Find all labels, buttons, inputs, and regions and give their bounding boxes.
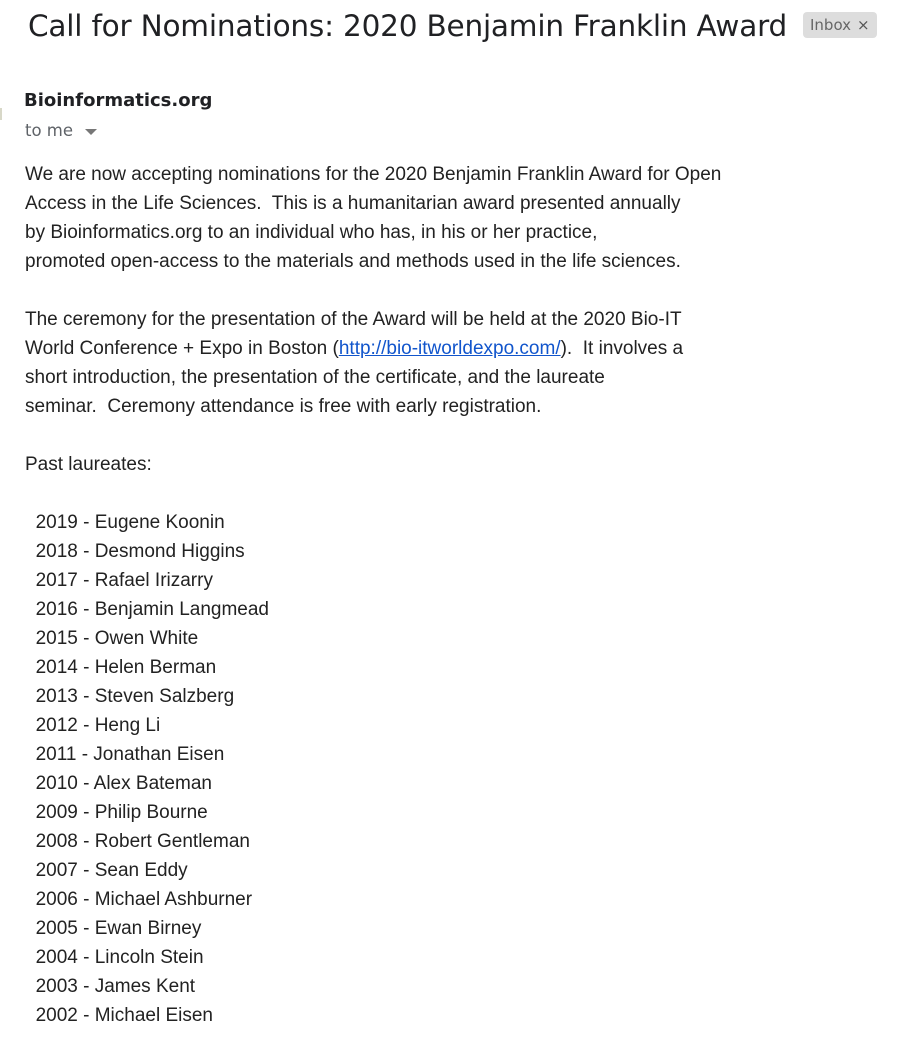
body-line: seminar. Ceremony attendance is free with early registration. bbox=[25, 396, 542, 417]
laureate-item bbox=[25, 537, 721, 566]
laureate-text: 2013 - Steven Salzberg bbox=[35, 686, 235, 707]
link-suffix-text: ). It involves a bbox=[560, 338, 684, 359]
laureate-item bbox=[25, 682, 721, 711]
body-line: promoted open-access to the materials and methods used in the life sciences. bbox=[25, 251, 681, 272]
laureate-text: 2003 - James Kent bbox=[35, 976, 196, 997]
blank-line bbox=[25, 479, 721, 508]
laureate-item bbox=[25, 711, 721, 740]
laureate-text: 2009 - Philip Bourne bbox=[35, 802, 208, 823]
remove-label-close-icon[interactable]: × bbox=[857, 15, 870, 34]
inbox-label-text: Inbox bbox=[810, 16, 852, 34]
laureate-text: 2018 - Desmond Higgins bbox=[35, 541, 245, 562]
laureate-text: 2005 - Ewan Birney bbox=[35, 918, 202, 939]
laureate-text: 2008 - Robert Gentleman bbox=[35, 831, 250, 852]
paragraph-intro bbox=[25, 160, 721, 276]
laureate-text: 2006 - Michael Ashburner bbox=[35, 889, 253, 910]
laureate-item bbox=[25, 943, 721, 972]
recipient-details-toggle[interactable] bbox=[25, 121, 97, 140]
laureate-text: 2014 - Helen Berman bbox=[35, 657, 217, 678]
blank-line bbox=[25, 276, 721, 305]
sender-name[interactable]: Bioinformatics.org bbox=[24, 90, 213, 111]
body-line-with-link bbox=[25, 334, 721, 363]
laureate-item bbox=[25, 653, 721, 682]
laureate-text: 2015 - Owen White bbox=[35, 628, 199, 649]
caret-down-icon[interactable] bbox=[85, 129, 97, 135]
body-line: The ceremony for the presentation of the Award will be held at the 2020 Bio-IT bbox=[25, 309, 682, 330]
laureates-list bbox=[25, 508, 721, 1030]
subject-row bbox=[28, 4, 787, 48]
laureate-item bbox=[25, 856, 721, 885]
email-subject: Call for Nominations: 2020 Benjamin Franklin Award bbox=[28, 9, 788, 43]
body-line: short introduction, the presentation of the certificate, and the laureate bbox=[25, 367, 605, 388]
laureate-item bbox=[25, 827, 721, 856]
laureate-item bbox=[25, 769, 721, 798]
laureate-item bbox=[25, 1001, 721, 1030]
link-prefix-text: World Conference + Expo in Boston ( bbox=[25, 338, 339, 359]
blank-line bbox=[25, 421, 721, 450]
inbox-label-chip[interactable] bbox=[803, 12, 877, 38]
past-laureates-heading: Past laureates: bbox=[25, 454, 152, 475]
laureate-text: 2004 - Lincoln Stein bbox=[35, 947, 204, 968]
laureate-text: 2007 - Sean Eddy bbox=[35, 860, 188, 881]
expo-link[interactable]: http://bio-itworldexpo.com/ bbox=[338, 338, 561, 359]
laureate-text: 2010 - Alex Bateman bbox=[35, 773, 212, 794]
paragraph-ceremony bbox=[25, 305, 721, 421]
laureate-text: 2011 - Jonathan Eisen bbox=[35, 744, 225, 765]
laureate-item bbox=[25, 885, 721, 914]
laureate-item bbox=[25, 566, 721, 595]
laureate-item bbox=[25, 972, 721, 1001]
laureate-item bbox=[25, 595, 721, 624]
laureate-item bbox=[25, 798, 721, 827]
recipient-text: to me bbox=[25, 121, 74, 140]
laureate-item bbox=[25, 740, 721, 769]
body-line: by Bioinformatics.org to an individual who has, in his or her practice, bbox=[25, 222, 598, 243]
laureate-text: 2019 - Eugene Koonin bbox=[35, 512, 225, 533]
laureate-item bbox=[25, 508, 721, 537]
laureate-text: 2002 - Michael Eisen bbox=[35, 1005, 213, 1026]
message-body bbox=[25, 160, 721, 1030]
body-line: Access in the Life Sciences. This is a humanitarian award presented annually bbox=[25, 193, 681, 214]
laureate-text: 2012 - Heng Li bbox=[35, 715, 161, 736]
left-edge-marker bbox=[0, 108, 2, 120]
laureate-item bbox=[25, 624, 721, 653]
laureate-item bbox=[25, 914, 721, 943]
body-line: We are now accepting nominations for the 2020 Benjamin Franklin Award for Open bbox=[25, 164, 722, 185]
laureate-text: 2017 - Rafael Irizarry bbox=[35, 570, 213, 591]
laureate-text: 2016 - Benjamin Langmead bbox=[35, 599, 269, 620]
